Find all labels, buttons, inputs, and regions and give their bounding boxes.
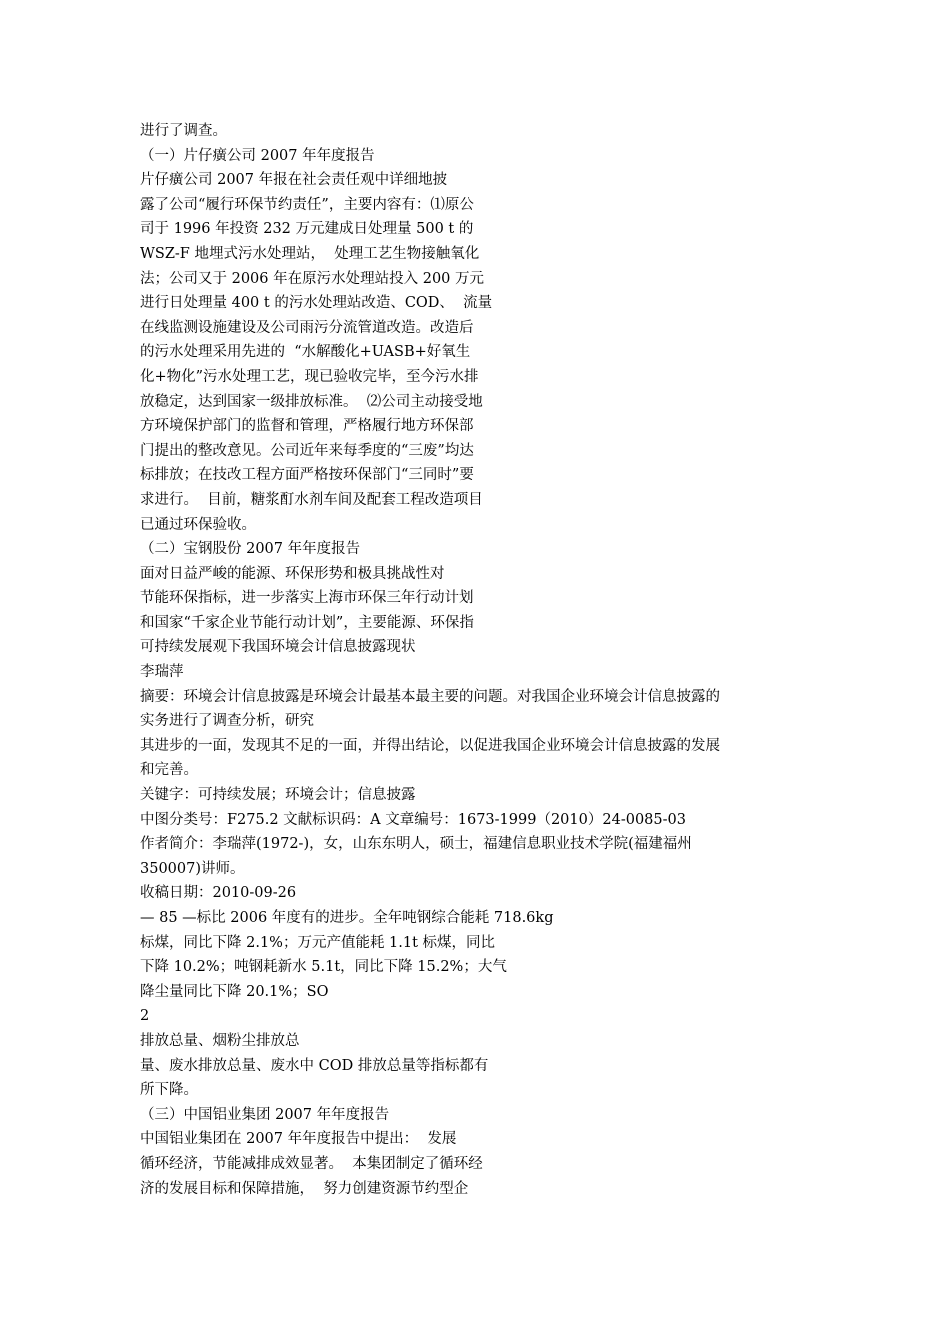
text-line: 2 (140, 1008, 150, 1025)
text-line: WSZ-F 地埋式污水处理站， 处理工艺生物接触氧化 (140, 245, 480, 262)
text-line: 在线监测设施建设及公司雨污分流管道改造。改造后 (140, 319, 474, 336)
article-author: 李瑞萍 (140, 664, 184, 681)
text-line: 门提出的整改意见。公司近年来每季度的“三废”均达 (140, 442, 474, 459)
text-line: 进行了调查。 (140, 123, 227, 139)
keywords-line: 关键字：可持续发展；环境会计；信息披露 (140, 787, 416, 804)
text-line: 所下降。 (140, 1082, 198, 1099)
text-line: 排放总量、烟粉尘排放总 (140, 1032, 300, 1049)
abstract-line: 其进步的一面，发现其不足的一面，并得出结论，以促进我国企业环境会计信息披露的发展 (140, 737, 720, 754)
abstract-line: 摘要：环境会计信息披露是环境会计最基本最主要的问题。对我国企业环境会计信息披露的 (140, 688, 720, 705)
document-page (140, 119, 820, 1201)
abstract-line: 实务进行了调查分析，研究 (140, 713, 314, 730)
section-heading: （一）片仔癀公司 2007 年年度报告 (140, 147, 375, 164)
text-line: 的污水处理采用先进的 “水解酸化+UASB+好氧生 (140, 344, 471, 361)
text-line: 中国铝业集团在 2007 年年度报告中提出： 发展 (140, 1131, 457, 1148)
text-line: 量、废水排放总量、废水中 COD 排放总量等指标都有 (140, 1057, 489, 1074)
text-line: — 85 —标比 2006 年度有的进步。全年吨钢综合能耗 718.6kg (140, 910, 554, 926)
text-line: 节能环保指标，进一步落实上海市环保三年行动计划 (140, 590, 474, 607)
text-line: 进行日处理量 400 t 的污水处理站改造、COD、 流量 (140, 295, 493, 312)
text-line: 方环境保护部门的监督和管理，严格履行地方环保部 (140, 418, 474, 435)
section-heading: （二）宝钢股份 2007 年年度报告 (140, 541, 361, 558)
author-bio-line: 350007)讲师。 (140, 860, 245, 877)
text-line: 求进行。 目前，糖浆酊水剂车间及配套工程改造项目 (140, 491, 483, 508)
text-line: 司于 1996 年投资 232 万元建成日处理量 500 t 的 (140, 221, 474, 238)
text-line: 标煤，同比下降 2.1%；万元产值能耗 1.1t 标煤，同比 (140, 934, 496, 951)
text-line: 面对日益严峻的能源、环保形势和极具挑战性对 (140, 565, 445, 582)
text-line: 露了公司“履行环保节约责任”，主要内容有：⑴原公 (140, 196, 474, 213)
text-line: 已通过环保验收。 (140, 516, 256, 533)
text-line: 和国家“千家企业节能行动计划”，主要能源、环保指 (140, 614, 474, 631)
classification-line: 中图分类号：F275.2 文献标识码：A 文章编号：1673-1999（2010）24-0085-03 (140, 811, 686, 828)
author-bio-line: 作者简介：李瑞萍(1972-)，女，山东东明人，硕士，福建信息职业技术学院(福建福州 (140, 836, 692, 853)
text-line: 循环经济，节能减排成效显著。 本集团制定了循环经 (140, 1155, 483, 1172)
received-date-line: 收稿日期：2010-09-26 (140, 885, 297, 902)
text-line: 法；公司又于 2006 年在原污水处理站投入 200 万元 (140, 270, 485, 287)
section-heading: （三）中国铝业集团 2007 年年度报告 (140, 1106, 390, 1123)
text-line: 放稳定，达到国家一级排放标准。 ⑵公司主动接受地 (140, 393, 483, 410)
text-line: 下降 10.2%；吨钢耗新水 5.1t，同比下降 15.2%；大气 (140, 959, 507, 976)
text-line: 片仔癀公司 2007 年报在社会责任观中详细地披 (140, 172, 448, 189)
text-line: 降尘量同比下降 20.1%；SO (140, 983, 329, 1000)
text-line: 标排放；在技改工程方面严格按环保部门“三同时”要 (140, 467, 474, 484)
abstract-line: 和完善。 (140, 762, 198, 779)
text-line: 化+物化”污水处理工艺，现已验收完毕，至今污水排 (140, 368, 479, 385)
text-line: 济的发展目标和保障措施， 努力创建资源节约型企 (140, 1180, 469, 1197)
article-title: 可持续发展观下我国环境会计信息披露现状 (140, 639, 416, 656)
